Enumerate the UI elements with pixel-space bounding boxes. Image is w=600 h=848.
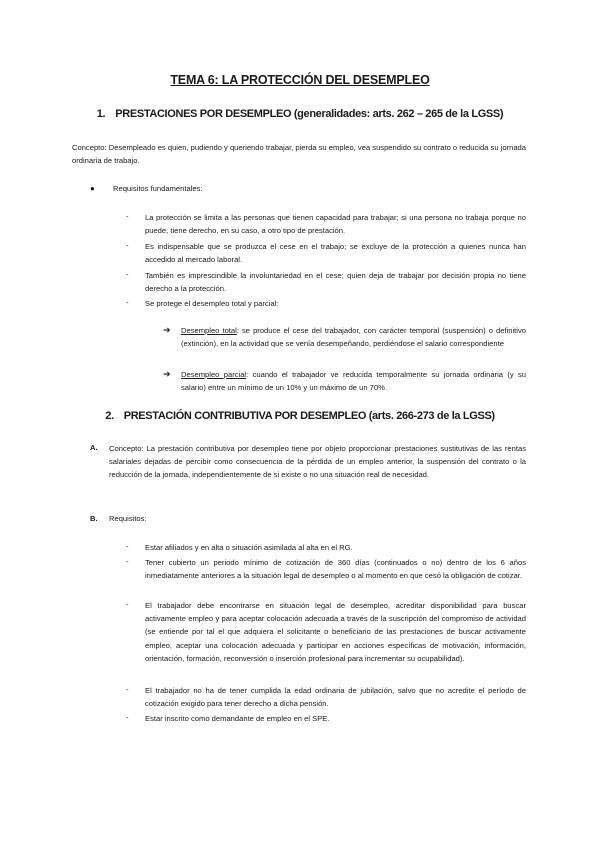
subitem-desempleo-parcial — [181, 368, 526, 394]
section-1-heading-text: PRESTACIONES POR DESEMPLEO (generalidades: arts. 262 – 265 de la LGSS) — [115, 108, 504, 120]
dash-icon: - — [126, 713, 129, 722]
letter-a-marker: A. — [90, 443, 98, 452]
desempleo-parcial-text: : cuando el trabajador ve reducida temporalmente su jornada ordinaria (y su salario) entre un mínimo de un 10% y un máximo de un 70%. — [181, 370, 526, 393]
arrow-right-icon: ➔ — [163, 325, 171, 335]
arrow-right-icon: ➔ — [163, 369, 171, 379]
subitem-desempleo-total — [181, 324, 526, 350]
section-1-item-1: La protección se limita a las personas que tienen capacidad para trabajar; si una persona no trabaja porque no puede, tiene derecho, en su caso, a otro tipo de prestación. — [145, 213, 526, 236]
section-1-item-3: También es imprescindible la involuntariedad en el cese; quien deja de trabajar por decisión propia no tiene derecho a la protección. — [145, 271, 526, 294]
dash-icon: - — [126, 212, 129, 221]
section-2-item-3: El trabajador debe encontrarse en situación legal de desempleo, acreditar disponibilidad para buscar activamente empleo y para aceptar colocación adecuada a través de la suscripción del compromiso de actividad (se entiende por tal el que adquiera el solicitante o beneficiario de las prestaciones de buscar activamente empleo, aceptar una colocación adecuada y participar en acciones específicas de motivación, información, orientación, formación, reconversión o inserción profesional para incrementar su ocupabilidad). — [145, 601, 526, 663]
section-2-item-1: Estar afiliados y en alta o situación asimilada al alta en el RG. — [145, 543, 353, 552]
section-2-heading — [0, 410, 600, 422]
dash-icon: - — [126, 270, 129, 279]
dash-icon: - — [126, 298, 129, 307]
concepto-paragraph: Concepto: Desempleado es quien, pudiendo y queriendo trabajar, pierda su empleo, vea suspendido su contrato o reducida su jornada ordinaria de trabajo. — [72, 143, 526, 165]
dash-icon: - — [126, 685, 129, 694]
dash-icon: - — [126, 600, 129, 609]
requisitos-fundamentales-label: Requisitos fundamentales: — [113, 184, 203, 193]
section-2-item-4: El trabajador no ha de tener cumplida la edad ordinaria de jubilación, salvo que no acredite el período de cotización exigido para tener derecho a dicha pensión. — [145, 686, 526, 709]
section-1-number: 1. — [96, 108, 106, 120]
section-2-item-5: Estar inscrito como demandante de empleo en el SPE. — [145, 714, 330, 723]
desempleo-total-text: : se produce el cese del trabajador, con carácter temporal (suspensión) o definitivo (extinción), en la actividad que se venía desempeñando, perdiéndose el salario correspondiente — [181, 326, 526, 349]
dash-icon: - — [126, 557, 129, 566]
section-1-item-2: Es indispensable que se produzca el cese en el trabajo; se excluye de la protección a quienes nunca han accedido al mercado laboral. — [145, 242, 526, 265]
section-1-heading — [0, 108, 600, 120]
desempleo-total-term: Desempleo total — [181, 326, 237, 335]
document-title: TEMA 6: LA PROTECCIÓN DEL DESEMPLEO — [170, 73, 430, 87]
desempleo-parcial-term: Desempleo parcial — [181, 370, 247, 379]
section-2-number: 2. — [105, 410, 114, 422]
dash-icon: - — [126, 542, 129, 551]
section-2-concepto-paragraph: Concepto: La prestación contributiva por desempleo tiene por objeto proporcionar prestaciones sustitutivas de las rentas salariales dejadas de percibir como consecuencia de la pérdida de un empleo anterior, la suspensión del contrato o la reducción de la jornada, independientemente de si existe o no una situación real de necesidad. — [109, 444, 526, 480]
letter-b-marker: B. — [90, 514, 98, 523]
section-1-item-4: Se protege el desempleo total y parcial: — [145, 299, 279, 308]
bullet-dot-icon: ● — [90, 184, 95, 193]
dash-icon: - — [126, 241, 129, 250]
section-2-heading-text: PRESTACIÓN CONTRIBUTIVA POR DESEMPLEO (arts. 266-273 de la LGSS) — [123, 410, 495, 422]
section-2-requisitos-label: Requisitos: — [109, 514, 147, 523]
section-2-item-2: Tener cubierto un periodo mínimo de cotización de 360 días (continuados o no) dentro de los 6 años inmediatamente anteriores a la situación legal de desempleo o al momento en que cesó la obligación de cotizar. — [145, 558, 526, 581]
